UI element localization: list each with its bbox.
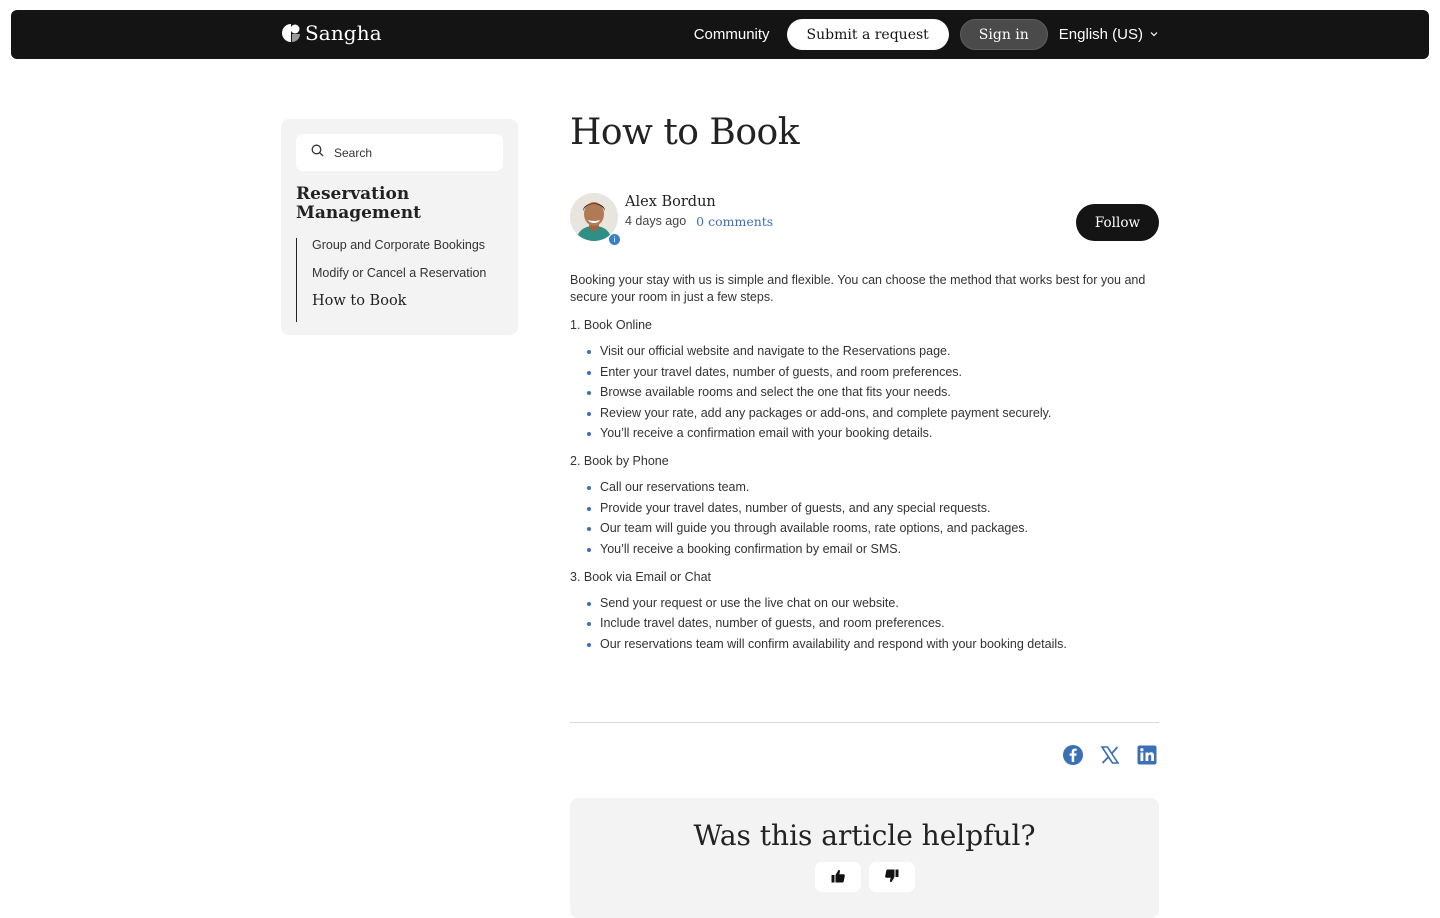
section-heading: 2. Book by Phone (570, 454, 669, 468)
list-item: Review your rate, add any packages or add-ons, and complete payment securely. (600, 405, 1159, 422)
list-item: Call our reservations team. (600, 479, 1159, 496)
article-title: How to Book (570, 112, 800, 153)
thumbs-down-icon (884, 868, 900, 887)
verified-badge-icon: i (608, 233, 621, 246)
sidebar-item-group-corporate-bookings[interactable]: Group and Corporate Bookings (312, 238, 486, 252)
sidebar-section-title: Reservation Management (296, 184, 421, 223)
sidebar-item-modify-cancel-reservation[interactable]: Modify or Cancel a Reservation (312, 266, 487, 280)
section-book-via-email-chat (570, 569, 1159, 653)
brand-logo[interactable] (281, 21, 382, 45)
list-item: Visit our official website and navigate to the Reservations page. (600, 343, 1159, 360)
feedback-panel (570, 798, 1159, 918)
post-date: 4 days ago (625, 214, 687, 228)
follow-button[interactable]: Follow (1076, 204, 1159, 241)
language-label: English (US) (1058, 26, 1143, 43)
share-links (1062, 744, 1158, 766)
author-name[interactable]: Alex Bordun (625, 194, 716, 210)
language-selector[interactable] (1059, 26, 1159, 43)
sidebar-item-how-to-book[interactable]: How to Book (312, 293, 407, 309)
header-nav (694, 19, 1159, 50)
search-box[interactable] (296, 134, 503, 171)
article-body (570, 272, 1159, 656)
x-icon[interactable] (1099, 744, 1121, 766)
search-icon (296, 144, 324, 162)
list-item: Our team will guide you through available rooms, rate options, and packages. (600, 520, 1159, 537)
helpful-no-button[interactable] (869, 862, 915, 892)
list-item: Send your request or use the live chat on our website. (600, 595, 1159, 612)
community-link[interactable]: Community (693, 26, 770, 43)
top-header (11, 10, 1429, 59)
list-item: Provide your travel dates, number of guests, and any special requests. (600, 500, 1159, 517)
submit-request-button[interactable]: Submit a request (787, 19, 949, 50)
sangha-logo-icon (281, 23, 301, 43)
section-heading: 3. Book via Email or Chat (570, 569, 712, 584)
list-item: Browse available rooms and select the one that fits your needs. (600, 384, 1159, 401)
sidebar (281, 119, 518, 335)
list-item: You’ll receive a booking confirmation by email or SMS. (600, 541, 1159, 558)
list-item: You’ll receive a confirmation email with your booking details. (600, 425, 1159, 442)
feedback-votes (570, 862, 1159, 892)
linkedin-icon[interactable] (1136, 744, 1158, 766)
section-book-online (570, 317, 1159, 442)
sidebar-article-list (296, 238, 486, 322)
bullet-list (570, 343, 1159, 442)
bullet-list (570, 479, 1159, 558)
chevron-down-icon (1149, 26, 1159, 43)
article (570, 112, 1159, 651)
author-meta (625, 214, 773, 229)
brand-name: Sangha (305, 21, 382, 45)
facebook-icon[interactable] (1062, 744, 1084, 766)
section-book-by-phone (570, 453, 1159, 558)
article-divider (570, 722, 1159, 723)
thumbs-up-icon (830, 868, 846, 887)
list-item: Include travel dates, number of guests, and room preferences. (600, 615, 1159, 632)
helpful-yes-button[interactable] (815, 862, 861, 892)
list-item: Our reservations team will confirm availability and respond with your booking details. (600, 636, 1159, 653)
author-block (570, 193, 1159, 243)
search-input[interactable] (332, 145, 486, 161)
article-intro: Booking your stay with us is simple and flexible. You can choose the method that works best for you and secure your room in just a few steps. (570, 273, 1146, 304)
bullet-list (570, 595, 1159, 653)
section-heading: 1. Book Online (570, 318, 652, 332)
feedback-title: Was this article helpful? (693, 819, 1036, 852)
list-item: Enter your travel dates, number of guests, and room preferences. (600, 364, 1159, 381)
sign-in-button[interactable]: Sign in (960, 19, 1048, 50)
comments-link[interactable]: 0 comments (696, 214, 774, 229)
